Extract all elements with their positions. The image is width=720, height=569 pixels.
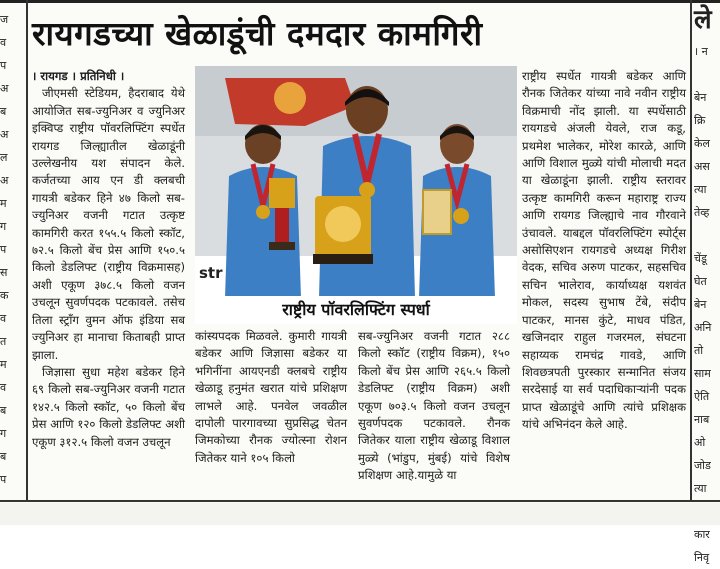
trophy	[269, 178, 295, 208]
dateline: । रायगड । प्रतिनिधी ।	[32, 69, 125, 83]
fragment-line: ल	[0, 151, 8, 164]
fragment-line: । न	[694, 45, 708, 58]
fragment-line: ब	[0, 105, 7, 118]
fragment-line: त	[0, 335, 7, 348]
fragment-line: साम	[694, 367, 711, 380]
fragment-line: ऐति	[694, 390, 710, 403]
adjacent-headline-fragment: ले	[694, 5, 712, 35]
fragment-line: प	[0, 473, 7, 486]
article-column-2	[195, 328, 347, 498]
fragment-line: ज	[0, 13, 9, 26]
fragment-line: प	[0, 243, 7, 256]
fragment-line: स	[0, 266, 8, 279]
fragment-line: म	[0, 197, 7, 210]
fragment-line: अनि	[694, 321, 712, 334]
fragment-line: ग	[0, 220, 7, 233]
next-article-band	[0, 503, 720, 525]
fragment-line: घेत	[694, 275, 707, 288]
fragment-line	[694, 224, 720, 247]
fragment-line: व	[0, 36, 7, 49]
fragment-line: अ	[0, 128, 9, 141]
adjacent-article-right-fragment	[694, 0, 720, 564]
fragment-line	[694, 63, 720, 86]
fragment-line: ओ	[694, 436, 706, 449]
fragment-line: क	[0, 289, 9, 302]
fragment-line: ब	[0, 404, 7, 417]
fragment-line: निवृ	[694, 551, 710, 564]
award-certificate	[423, 190, 451, 234]
left-column-rule	[26, 0, 28, 500]
fragment-line: ब	[0, 450, 7, 463]
fragment-line: बेन	[694, 298, 707, 311]
fragment-line: चेंडू	[694, 252, 707, 265]
fragment-line: कार	[694, 528, 710, 541]
top-rule	[0, 0, 720, 3]
article-column-3	[358, 328, 510, 498]
fragment-line: अ	[0, 82, 9, 95]
article-paragraph: कांस्यपदक मिळवले. कुमारी गायत्री बडेकर आणि जिज्ञासा बडेकर या भगिनींना आयएनडी क्लबचे राष्ट्रीय खेळाडू हनुमंत खरात यांचे प्रशिक्षण लाभले आहे. पनवेल जवळील दापोली पारगावच्या सुप्रसिद्ध चेतन जिमकोच्या रौनक ज्योत्स्ना रोशन जितेकर याने १०५ किलो	[195, 329, 347, 465]
fragment-line: क्रि	[694, 114, 706, 127]
article-paragraph: जीएमसी स्टेडियम, हैदराबाद येथे आयोजित सब-ज्युनिअर व ज्युनिअर इक्विप्ड राष्ट्रीय पॉवरलिफ्टिंग स्पर्धेत रायगड जिल्ह्यातील खेळाडूंनी उल्लेखनीय यश संपादन केले. कर्जतच्या आय एन डी क्लबची गायत्री बडेकर हिने ४७ किलो सब-ज्युनिअर वजनी गटात उत्कृष्ट कामगिरी करत १५५.५ किलो स्कॉट, ७२.५ किलो बेंच प्रेस आणि १५०.५ किलो डेडलिफ्ट (राष्ट्रीय विक्रमासह) अशी एकूण ३७८.५ किलो वजन उचलून सुवर्णपदक पटकावले. तसेच तिला स्ट्रॉंग वुमन ऑफ इंडिया सब ज्युनिअर हा मानाचा किताबही प्राप्त झाला.	[32, 86, 185, 362]
fragment-line: तेव्ह	[694, 206, 710, 219]
athletes-photo-illustration	[195, 66, 517, 324]
article-column-4	[522, 68, 686, 498]
fragment-line: तो	[694, 344, 704, 357]
fragment-line: व	[0, 312, 7, 325]
right-column-rule	[690, 0, 692, 500]
fragment-line: ग	[0, 427, 7, 440]
adjacent-article-left-fragment	[0, 8, 24, 498]
fragment-line: त्या	[694, 183, 707, 196]
fragment-line: त्या	[694, 482, 707, 495]
article-paragraph: राष्ट्रीय स्पर्धेत गायत्री बडेकर आणि रौनक जितेकर यांच्या नावे नवीन राष्ट्रीय विक्रमाची नोंद झाली. या स्पर्धेसाठी रायगडचे अंजली येवले, राज कडू, प्रथमेश भालेकर, मोरेश कारळे, आणि आणि विशाल मुळ्ये यांची मोलाची मदत या खेळाडूंना झाली. राष्ट्रीय स्तरावर उत्कृष्ट कामगिरी करून महाराष्ट्र राज्य आणि रायगड जिल्ह्याचे नाव गौरवाने उंचावले. याबद्दल पॉवरलिफ्टिंग स्पोर्ट्स असोसिएशन रायगडचे अध्यक्ष गिरीश वेदक, सचिव अरुण पाटकर, सहसचिव सचिन भालेराव, कार्याध्यक्ष यशवंत मोकल, सदस्य सुभाष टेंबे, संदीप पाटकर, मानस कुंटे, माधव पंडित, खजिनदार राहुल गजरमल, संघटना सहाय्यक रामचंद्र गावडे, आणि शिवछत्रपती पुरस्कार सन्मानित संजय सरदेसाई या सर्व पदाधिकाऱ्यांनी पदक प्राप्त खेळाडूंचे आणि त्यांचे प्रशिक्षक यांचे अभिनंदन केले आहे.	[522, 69, 686, 432]
fragment-line: केल	[694, 137, 710, 150]
photo-caption: राष्ट्रीय पॉवरलिफ्टिंग स्पर्धा	[195, 296, 517, 324]
bottom-rule	[0, 500, 720, 502]
fragment-line: अ	[0, 174, 9, 187]
article-paragraph: जिज्ञासा सुधा महेश बडेकर हिने ६९ किलो सब-ज्युनिअर वजनी गटात १४२.५ किलो स्कॉट, ५० किलो बेंच प्रेस आणि १२० किलो डेडलिफ्ट अशी एकूण ३१२.५ किलो वजन उचलून	[32, 364, 185, 449]
fragment-line: म	[0, 358, 7, 371]
fragment-line: जोड	[694, 459, 711, 472]
article-headline: रायगडच्या खेळाडूंची दमदार कामगिरी	[32, 14, 483, 53]
banner-text-fragment: str	[199, 264, 223, 282]
fragment-line: बेन	[694, 91, 707, 104]
article-column-1	[32, 68, 185, 498]
article-paragraph: सब-ज्युनिअर वजनी गटात २८८ किलो स्कॉट (राष्ट्रीय विक्रम), १५० किलो बेंच प्रेस आणि २६५.५ किलो डेडलिफ्ट (राष्ट्रीय विक्रम) अशी एकूण ७०३.५ किलो वजन उचलून सुवर्णपदक पटकावले. रौनक जितेकर याला राष्ट्रीय खेळाडू विशाल मुळ्ये (भांडुप, मुंबई) यांचे विशेष प्रशिक्षण आहे.यामुळे या	[358, 329, 510, 483]
fragment-line: अस	[694, 160, 710, 173]
fragment-line: व	[0, 381, 7, 394]
fragment-line: नाब	[694, 413, 710, 426]
fragment-line: प	[0, 59, 7, 72]
athletes-photo	[195, 66, 517, 324]
